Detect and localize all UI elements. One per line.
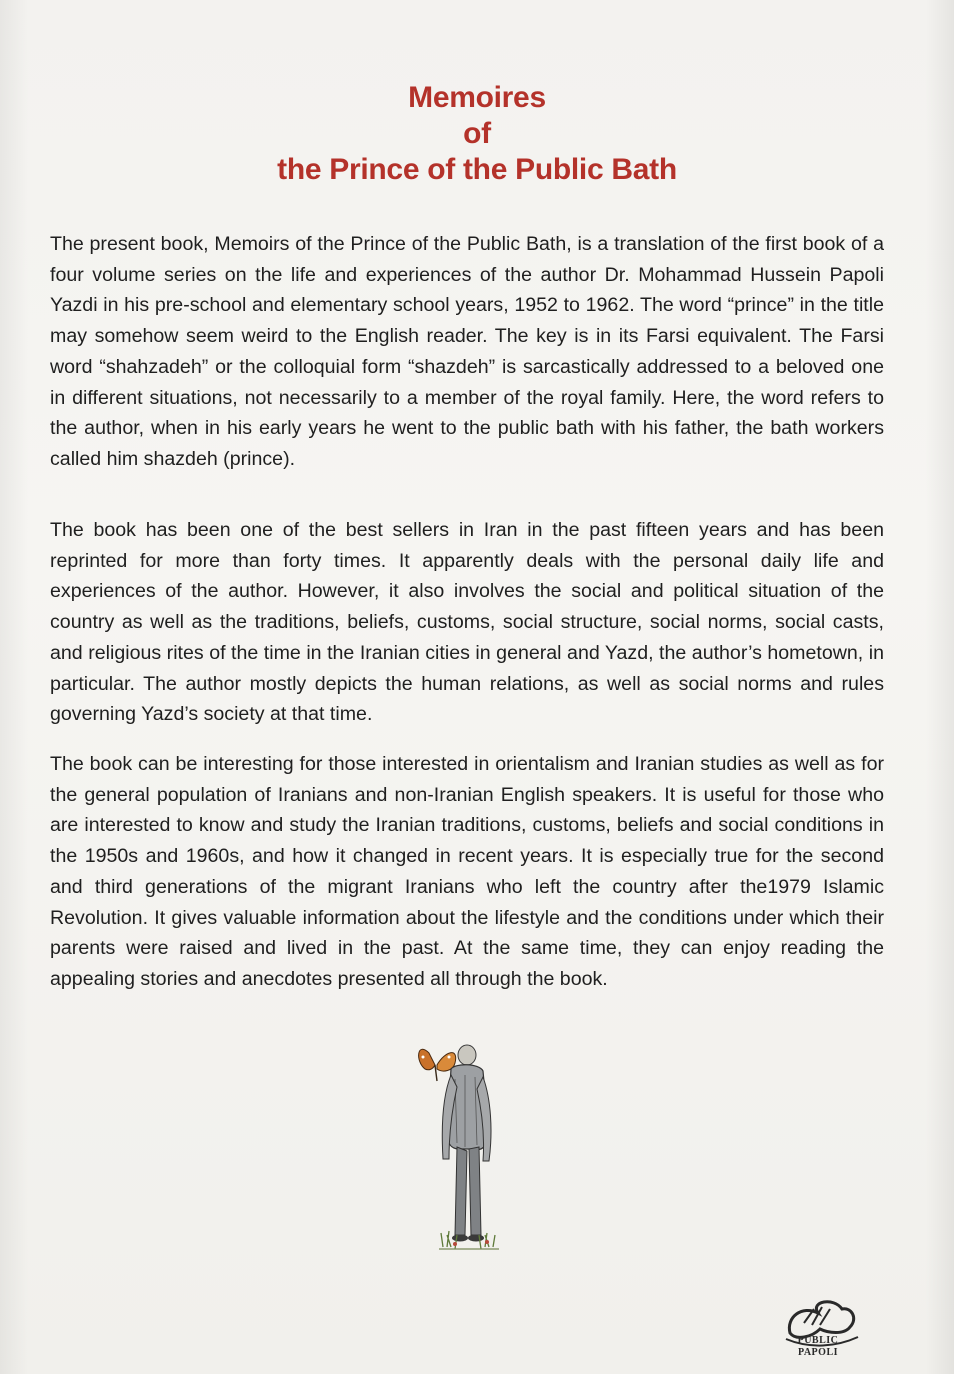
publisher-name-line-2: PAPOLI (797, 1347, 839, 1358)
publisher-name-line-1: PUBLIC (797, 1335, 839, 1346)
grass-icon (439, 1231, 499, 1249)
title-line-3: the Prince of the Public Bath (277, 153, 677, 186)
title-line-1: Memoires (408, 81, 546, 114)
paragraph-intro: The present book, Memoirs of the Prince of the Public Bath, is a translation of the first book of a four volume series on the life and experiences of the author Dr. Mohammad Hussein Papoli Yazdi in his pre-school and elementary school years, 1952 to 1962. The word “prince” in the title may somehow seem weird to the English reader. The key is in its Farsi equivalent. The Farsi word “shahzadeh” or the colloquial form “shazdeh” is sarcastically addressed to a beloved one in different situations, not necessarily to a member of the royal family. Here, the word refers to the author, when in his early years he went to the public bath with his father, the bath workers called him shazdeh (prince). (50, 233, 884, 470)
title-line-2: of (463, 117, 491, 150)
man-with-butterfly-illustration (415, 1035, 515, 1265)
paragraph-bestseller: The book has been one of the best sellers in Iran in the past fifteen years and has been reprinted for more than forty times. It apparently deals with the personal daily life and experiences of the author. However, it also involves the social and political situation of the country as well as the traditions, beliefs, customs, social structure, social norms, social casts, and religious rites of the time in the Iranian cities in general and Yazd, the author’s hometown, in particular. The author mostly depicts the human relations, as well as social norms and rules governing Yazd’s society at that time. (50, 519, 884, 726)
paragraph-audience: The book can be interesting for those interested in orientalism and Iranian studies as well as for the general population of Iranians and non-Iranian English speakers. It is useful for those who are interested to know and study the Iranian traditions, customs, beliefs and social conditions in the 1950s and 1960s, and how it changed in recent years. It is especially true for the second and third generations of the migrant Iranians who left the country after the1979 Islamic Revolution. It gives valuable information about the lifestyle and the conditions under which their parents were raised and lived in the past. At the same time, they can enjoy reading the appealing stories and anecdotes presented all through the book. (50, 753, 884, 990)
